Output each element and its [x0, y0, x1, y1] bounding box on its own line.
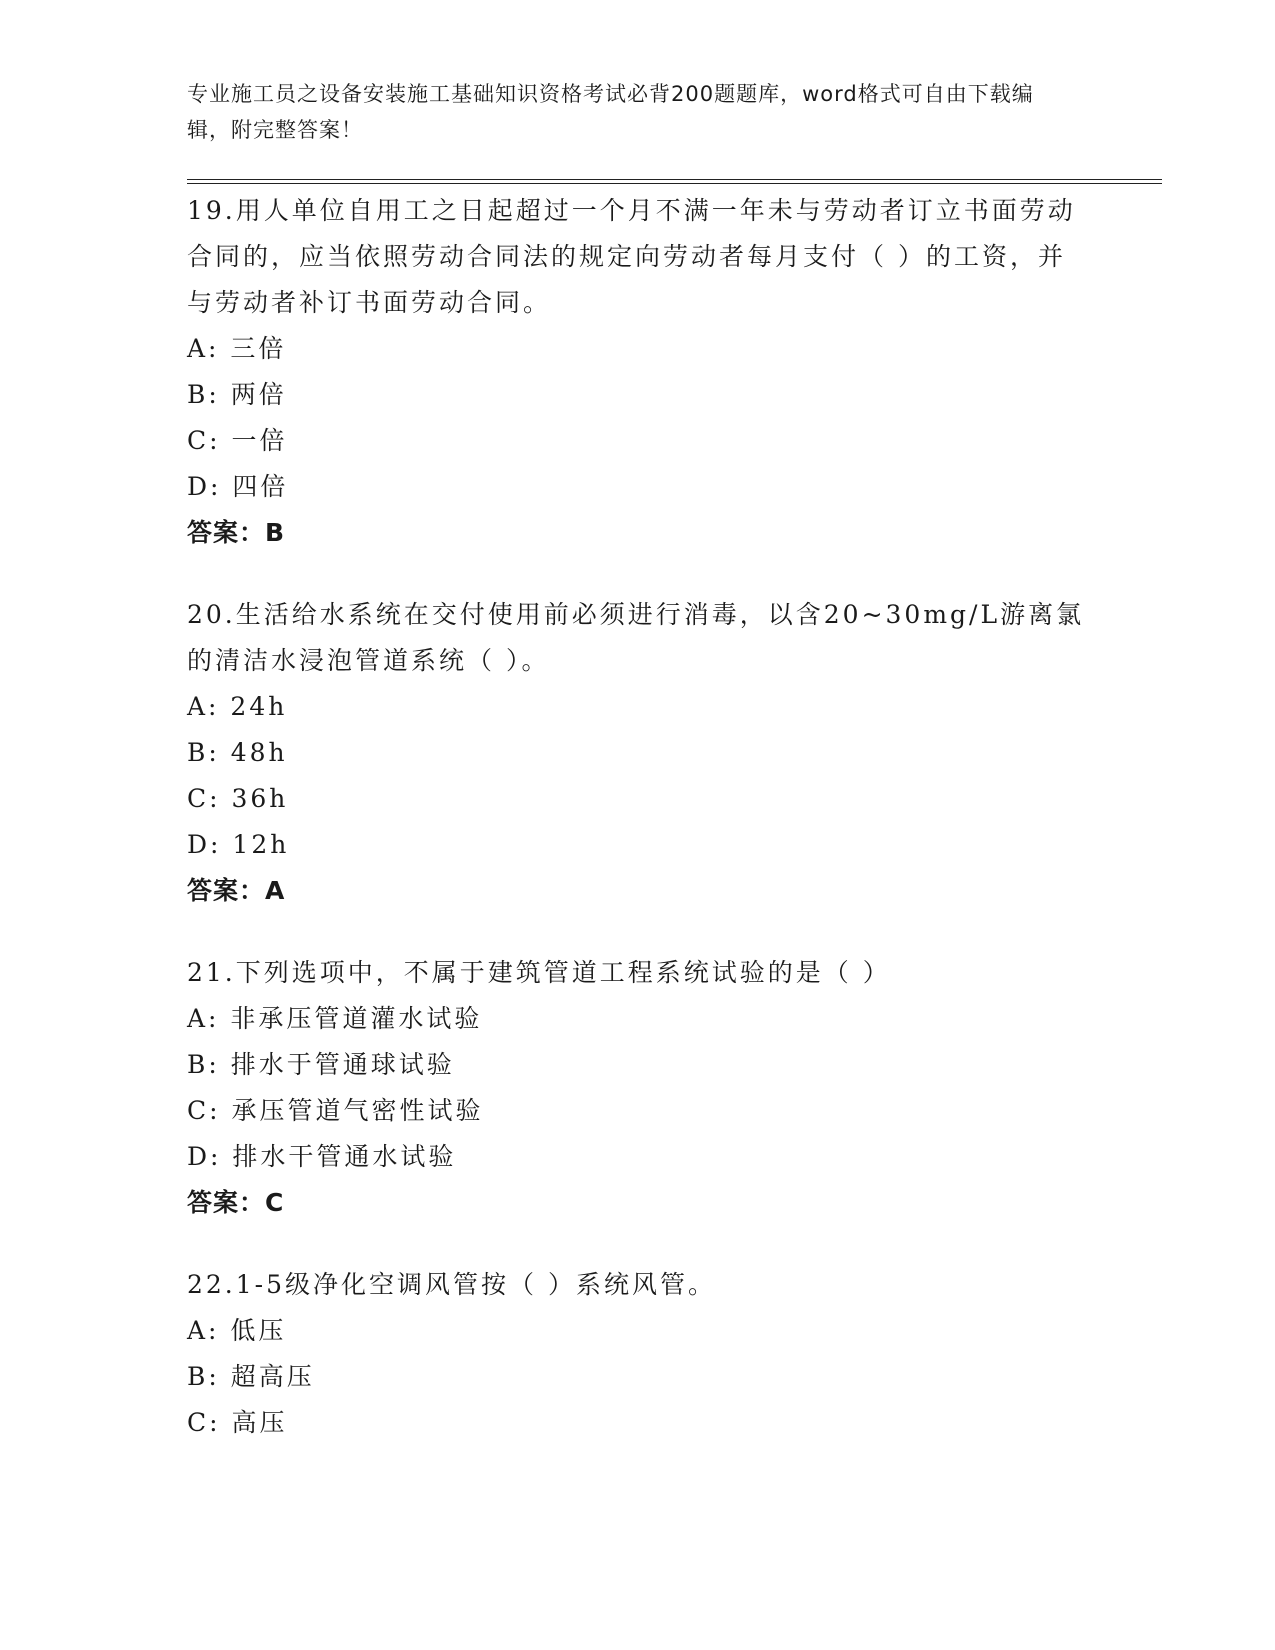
option-a: A: 24h	[187, 692, 288, 721]
option-a: A: 非承压管道灌水试验	[187, 1004, 483, 1033]
option-b: B: 两倍	[187, 380, 287, 409]
option-b: B: 排水于管通球试验	[187, 1050, 455, 1079]
option-d: D: 四倍	[187, 472, 289, 501]
question-stem: 19.用人单位自用工之日起超过一个月不满一年未与劳动者订立书面劳动合同的，应当依照劳动合同法的规定向劳动者每月支付（ ）的工资，并与劳动者补订书面劳动合同。	[187, 196, 1076, 317]
document-header: 专业施工员之设备安装施工基础知识资格考试必背200题题库，word格式可自由下载编辑，附完整答案！	[187, 82, 1034, 142]
option-c: C: 一倍	[187, 426, 288, 455]
question-stem: 20.生活给水系统在交付使用前必须进行消毒，以含20~30mg/L游离氯的清洁水浸泡管道系统（ ）。	[187, 600, 1085, 675]
question-21	[187, 950, 1087, 1226]
option-c: C: 36h	[187, 784, 289, 813]
question-19	[187, 188, 1087, 556]
question-20	[187, 592, 1087, 914]
option-d: D: 排水干管通水试验	[187, 1142, 457, 1171]
option-a: A: 低压	[187, 1316, 287, 1345]
option-c: C: 承压管道气密性试验	[187, 1096, 484, 1125]
option-d: D: 12h	[187, 830, 290, 859]
option-b: B: 超高压	[187, 1362, 315, 1391]
answer-line: 答案：C	[187, 1188, 285, 1217]
option-b: B: 48h	[187, 738, 288, 767]
answer-line: 答案：A	[187, 876, 286, 905]
question-22	[187, 1262, 1087, 1446]
answer-line: 答案：B	[187, 518, 286, 547]
option-c: C: 高压	[187, 1408, 288, 1437]
header-divider	[187, 179, 1162, 184]
question-stem: 21.下列选项中，不属于建筑管道工程系统试验的是（ ）	[187, 958, 891, 987]
option-a: A: 三倍	[187, 334, 287, 363]
question-list	[187, 188, 1087, 1482]
question-stem: 22.1-5级净化空调风管按（ ）系统风管。	[187, 1270, 716, 1299]
